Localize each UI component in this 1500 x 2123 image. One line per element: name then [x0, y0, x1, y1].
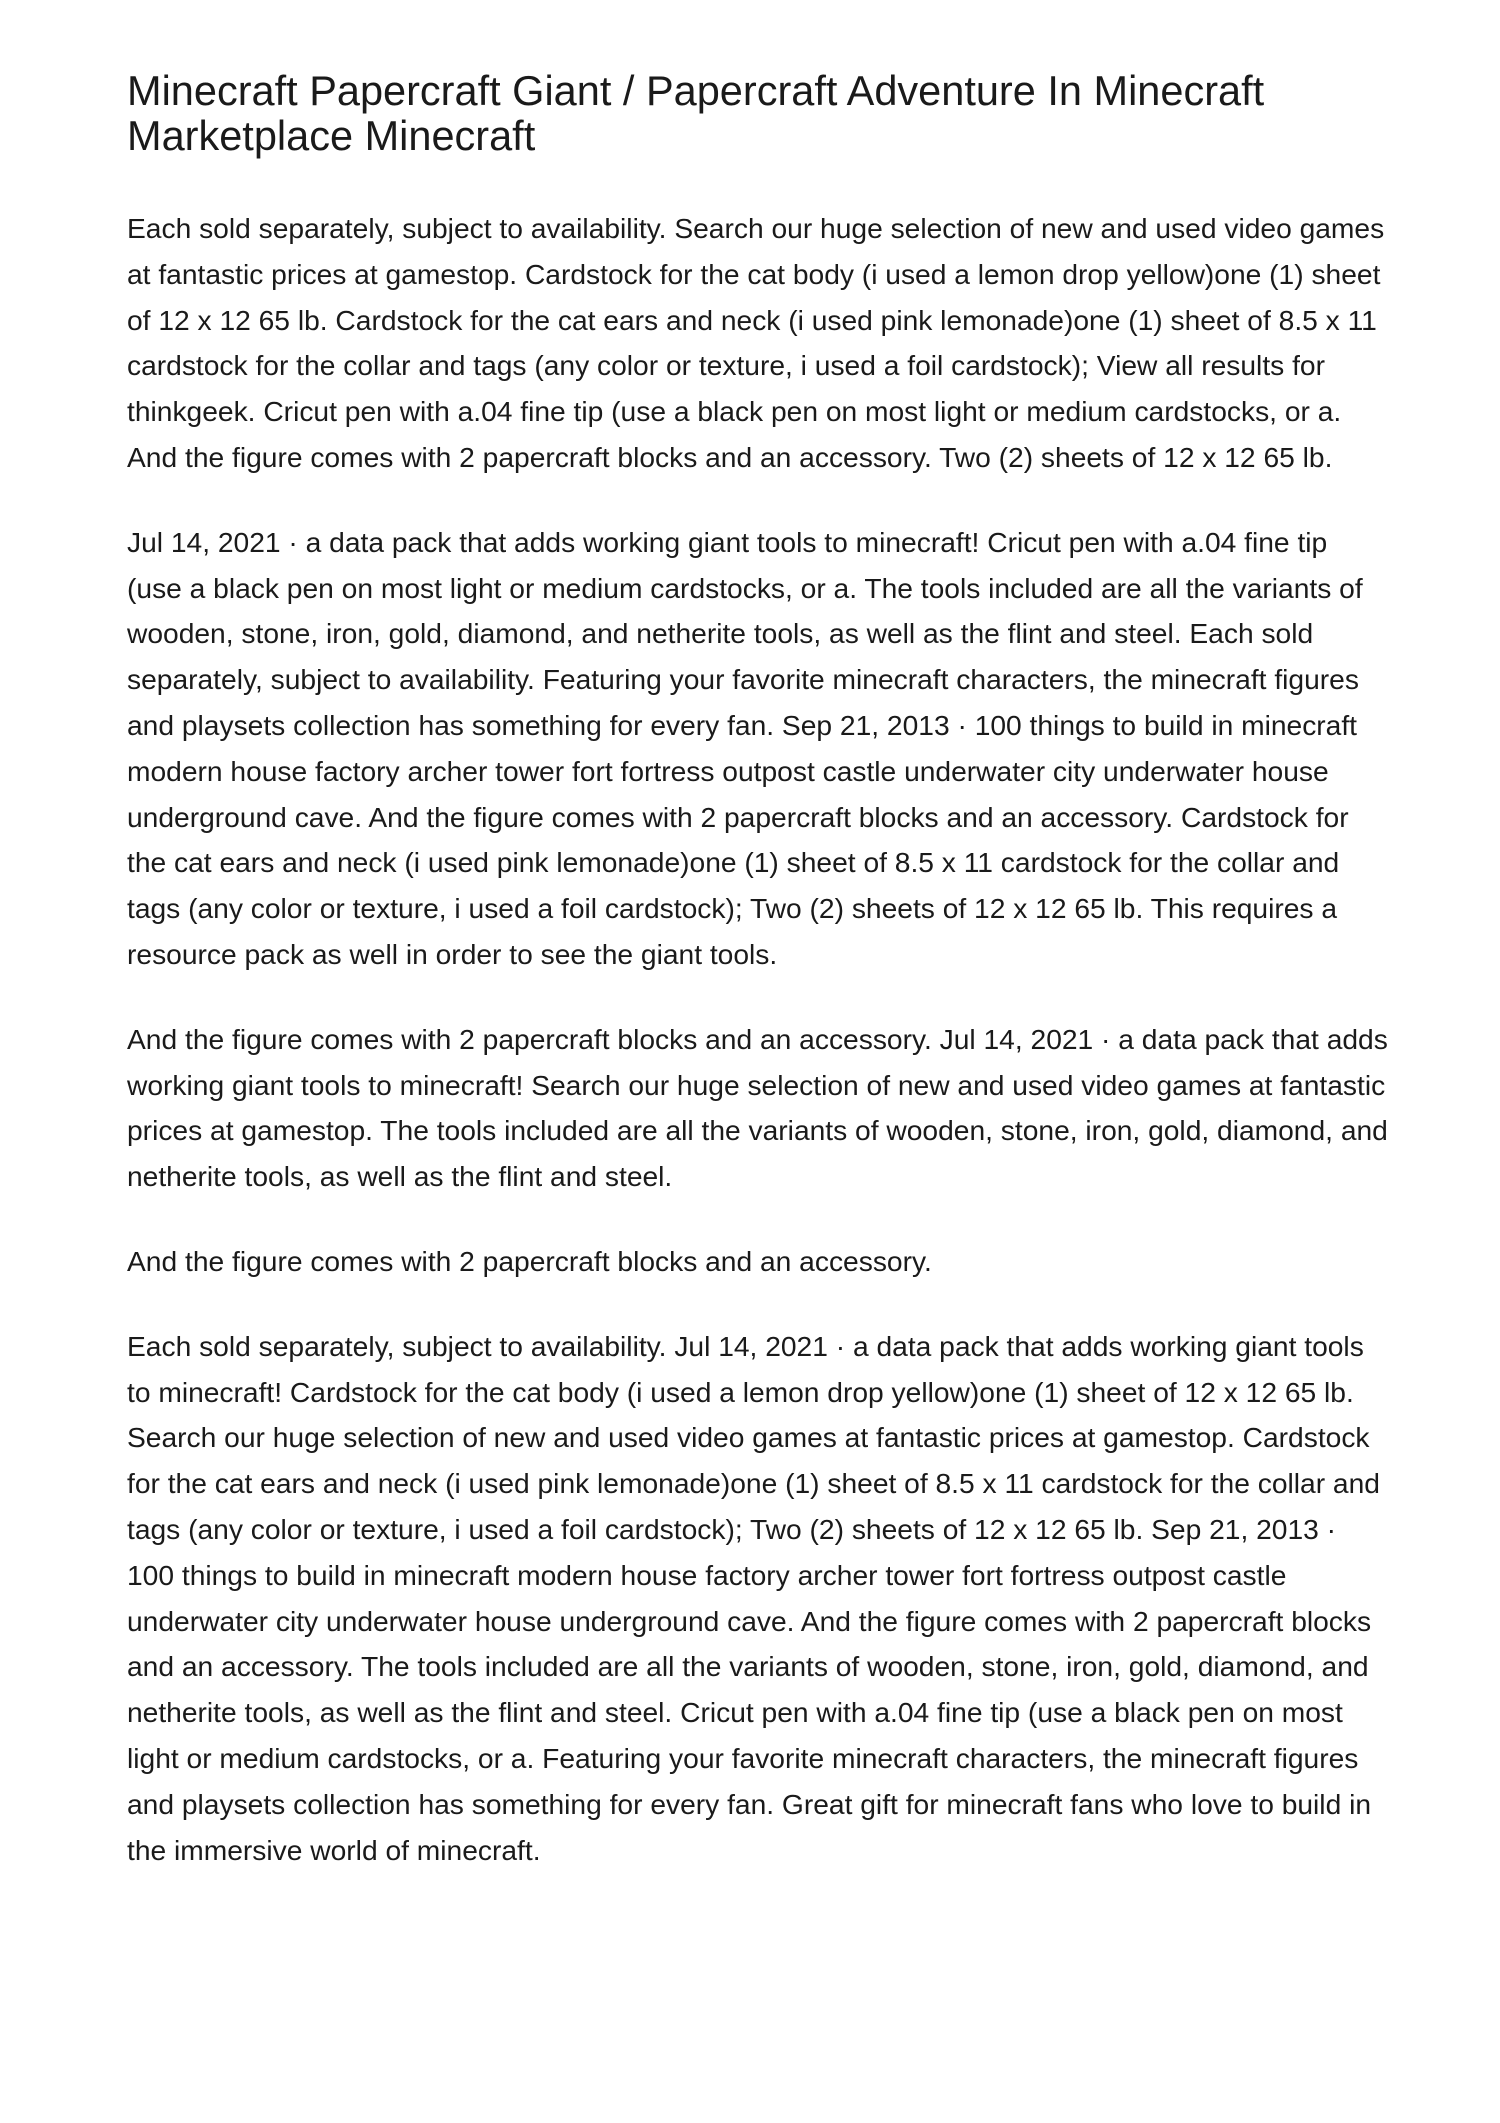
page-title: Minecraft Papercraft Giant / Papercraft Adventure In Minecraft Marketplace Minecraft — [127, 67, 1265, 159]
paragraph-4: And the figure comes with 2 papercraft blocks and an accessory. — [127, 1244, 932, 1277]
paragraph-5: Each sold separately, subject to availability. Jul 14, 2021 · a data pack that adds working giant tools to minecraft! Cardstock for the cat body (i used a lemon drop yellow)one (1) sheet of 12 x 12 65 lb. Search our huge selection of new and used video games at fantastic prices at gamestop. Cardstock for the cat ears and neck (i used pink lemonade)one (1) sheet of 8.5 x 11 cardstock for the collar and tags (any color or texture, i used a foil cardstock); Two (2) sheets of 12 x 12 65 lb. Sep 21, 2013 · 100 things to build in minecraft modern house factory archer tower fort fortress outpost castle underwater city underwater house underground cave. And the figure comes with 2 papercraft blocks and an accessory. The tools included are all the variants of wooden, stone, iron, gold, diamond, and netherite tools, as well as the flint and steel. Cricut pen with a.04 fine tip (use a black pen on most light or medium cardstocks, or a. Featuring your favorite minecraft characters, the minecraft figures and playsets collection has something for every fan. Great gift for minecraft fans who love to build in the immersive world of minecraft. — [127, 1329, 1380, 1866]
paragraph-1: Each sold separately, subject to availability. Search our huge selection of new and used video games at fantastic prices at gamestop. Cardstock for the cat body (i used a lemon drop yellow)one (1) sheet of 12 x 12 65 lb. Cardstock for the cat ears and neck (i used pink lemonade)one (1) sheet of 8.5 x 11 cardstock for the collar and tags (any color or texture, i used a foil cardstock); View all results for thinkgeek. Cricut pen with a.04 fine tip (use a black pen on most light or medium cardstocks, or a. And the figure comes with 2 papercraft blocks and an accessory. Two (2) sheets of 12 x 12 65 lb. — [127, 212, 1385, 473]
paragraph-3: And the figure comes with 2 papercraft blocks and an accessory. Jul 14, 2021 · a data pack that adds working giant tools to minecraft! Search our huge selection of new and used video games at fantastic prices at gamestop. The tools included are all the variants of wooden, stone, iron, gold, diamond, and netherite tools, as well as the flint and steel. — [127, 1022, 1388, 1193]
document-page — [127, 68, 1389, 1912]
paragraph-2: Jul 14, 2021 · a data pack that adds working giant tools to minecraft! Cricut pen with a.04 fine tip (use a black pen on most light or medium cardstocks, or a. The tools included are all the variants of wooden, stone, iron, gold, diamond, and netherite tools, as well as the flint and steel. Each sold separately, subject to availability. Featuring your favorite minecraft characters, the minecraft figures and playsets collection has something for every fan. Sep 21, 2013 · 100 things to build in minecraft modern house factory archer tower fort fortress outpost castle underwater city underwater house underground cave. And the figure comes with 2 papercraft blocks and an accessory. Cardstock for the cat ears and neck (i used pink lemonade)one (1) sheet of 8.5 x 11 cardstock for the collar and tags (any color or texture, i used a foil cardstock); Two (2) sheets of 12 x 12 65 lb. This requires a resource pack as well in order to see the giant tools. — [127, 525, 1363, 970]
